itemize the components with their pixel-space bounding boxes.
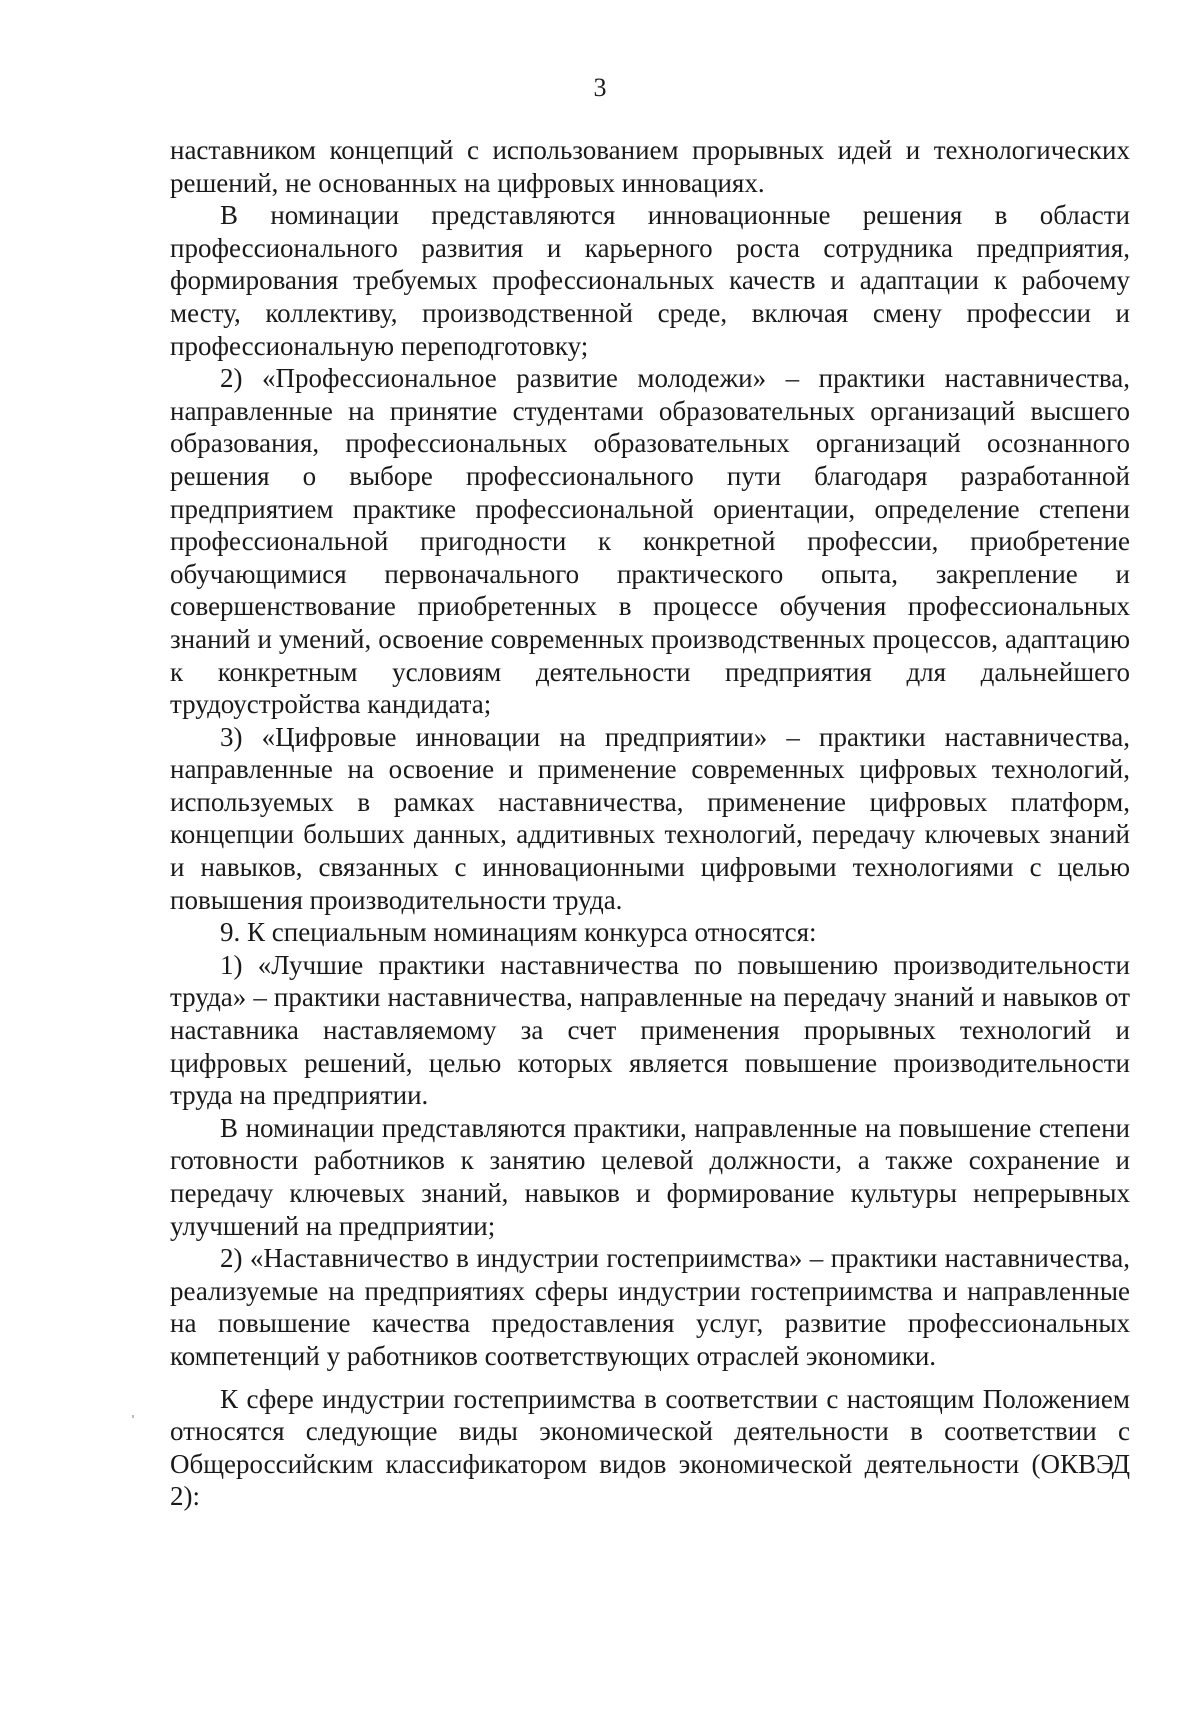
document-body: [170, 134, 1130, 1513]
paragraph-productivity-description: В номинации представляются практики, направленные на повышение степени готовности работников к занятию целевой должности, а также сохранение и передачу ключевых знаний, навыков и формирование культуры непрерывных улучшений на предприятии;: [170, 1112, 1130, 1241]
paragraph-item-youth-development: 2) «Профессиональное развитие молодежи» – практики наставничества, направленные на принятие студентами образовательных организаций высшего образования, профессиональных образовательных организаций осознанного решения о выборе профессионального пути благодаря разработанной предприятием практике профессиональной ориентации, определение степени профессиональной пригодности к конкретной профессии, приобретение обучающимися первоначального практического опыта, закрепление и совершенствование приобретенных в процессе обучения профессиональных знаний и умений, освоение современных производственных процессов, адаптацию к конкретным условиям деятельности предприятия для дальнейшего трудоустройства кандидата;: [170, 363, 1130, 720]
paragraph-item-hospitality: 2) «Наставничество в индустрии гостеприимства» – практики наставничества, реализуемые на предприятиях сферы индустрии гостеприимства и направленные на повышение качества предоставления услуг, развитие профессиональных компетенций у работников соответствующих отраслей экономики.: [170, 1243, 1130, 1371]
paragraph-hospitality-scope: К сфере индустрии гостеприимства в соответствии с настоящим Положением относятся следующие виды экономической деятельности в соответствии с Общероссийским классификатором видов экономической деятельности (ОКВЭД 2):: [170, 1383, 1130, 1512]
paragraph-nomination-description: В номинации представляются инновационные решения в области профессионального развития и карьерного роста сотрудника предприятия, формирования требуемых профессиональных качеств и адаптации к рабочему месту, коллективу, производственной среде, включая смену профессии и профессиональную переподготовку;: [170, 200, 1130, 361]
paragraph-item-productivity: 1) «Лучшие практики наставничества по повышению производительности труда» – практики наставничества, направленные на передачу знаний и навыков от наставника наставляемому за счет применения прорывных технологий и цифровых решений, целью которых является повышение производительности труда на предприятии.: [170, 949, 1130, 1111]
paragraph-continuation: наставником концепций с использованием прорывных идей и технологических решений, не основанных на цифровых инновациях.: [170, 135, 1130, 198]
page-number: 3: [593, 73, 607, 102]
paragraph-item-digital-innovations: 3) «Цифровые инновации на предприятии» – практики наставничества, направленные на освоение и применение современных цифровых технологий, используемых в рамках наставничества, применение цифровых платформ, концепции больших данных, аддитивных технологий, передачу ключевых знаний и навыков, связанных с инновационными цифровыми технологиями с целью повышения производительности труда.: [170, 721, 1130, 915]
scan-artifact: [132, 1415, 134, 1418]
paragraph-section-9-heading: 9. К специальным номинациям конкурса относятся:: [220, 917, 817, 948]
